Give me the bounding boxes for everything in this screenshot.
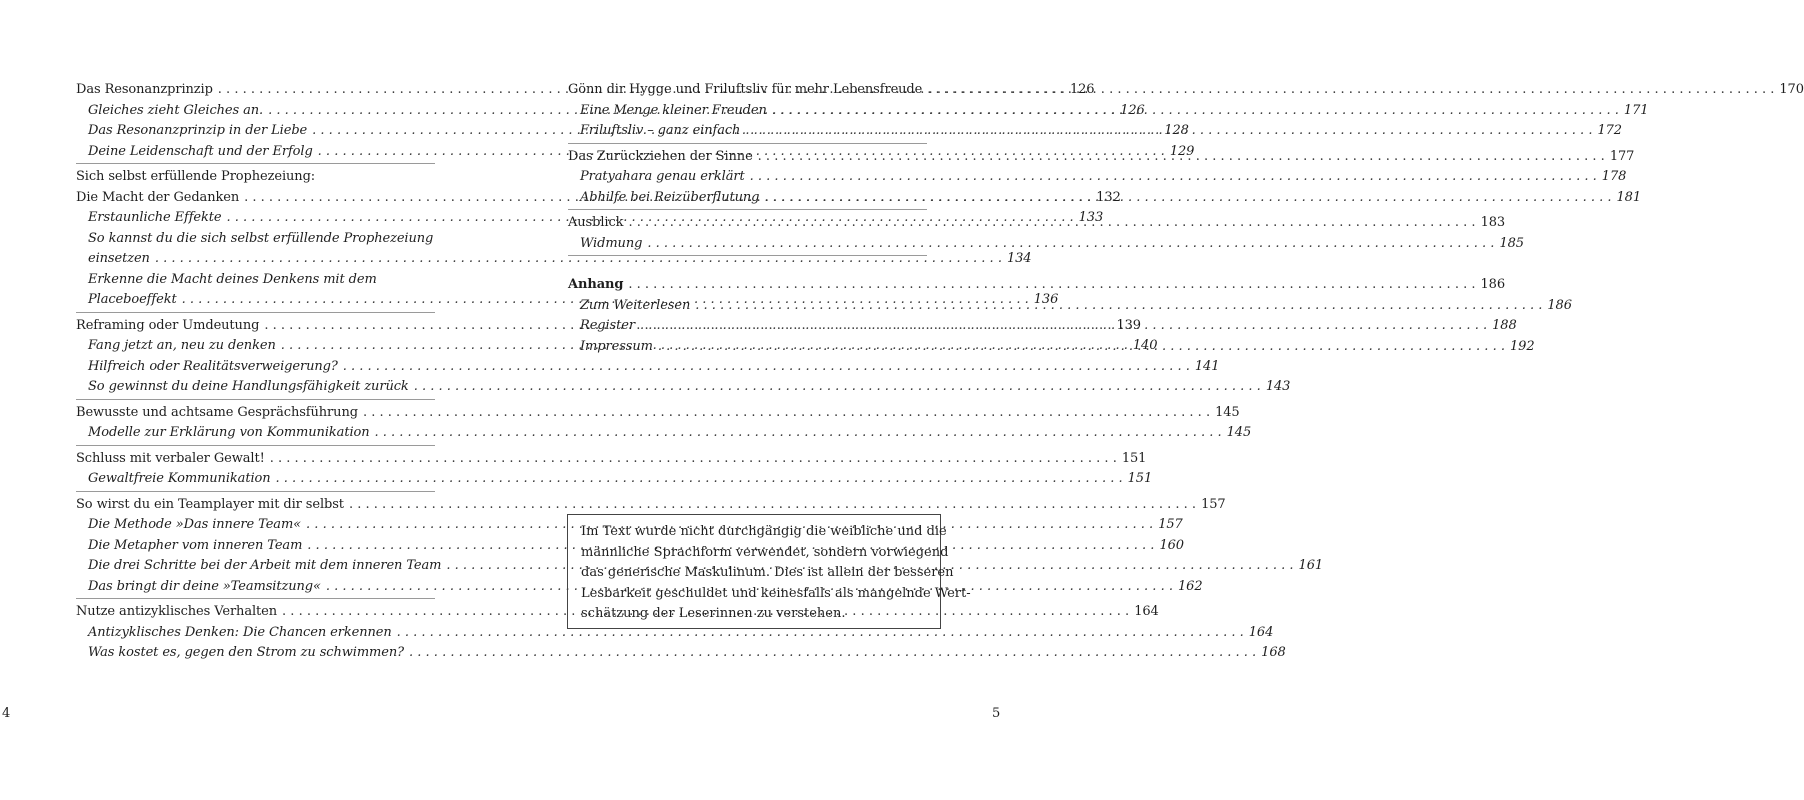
toc-entry-title: Modelle zur Erklärung von Kommunikation (88, 425, 370, 440)
toc-page-number: 168 (1261, 645, 1286, 660)
toc-entry-title: Ausblick (568, 215, 624, 230)
toc-entry-title: Schluss mit verbaler Gewalt! (76, 450, 265, 466)
toc-entry-title: Das Resonanzprinzip (76, 82, 213, 97)
toc-entry-title: einsetzen (88, 251, 150, 266)
dot-leader (635, 316, 1492, 337)
toc-entry-title: Register (580, 318, 635, 333)
toc-entry-title: Widmung (580, 235, 643, 251)
gender-language-notice-box (567, 514, 971, 629)
toc-entry-title: Pratyahara genau erklärt (580, 169, 745, 184)
toc-entry (76, 449, 1147, 470)
toc-page-number: 162 (1177, 578, 1203, 594)
toc-section (76, 446, 1153, 492)
toc-page-number: 164 (1248, 624, 1274, 640)
toc-page-number: 141 (1194, 358, 1220, 374)
toc-entry-title: So wirst du ein Teamplayer mit dir selbst (76, 496, 344, 512)
toc-page-number: 164 (1134, 604, 1159, 619)
toc-subentry-title-line: Erkenne die Macht deines Denkens mit dem (88, 271, 377, 287)
toc-entry-title: Gönn dir Hygge und Friluftsliv für mehr Lebensfreude (568, 82, 923, 97)
toc-entry-title: Nutze antizyklisches Verhalten (76, 604, 278, 619)
toc-page-number: 132 (1096, 189, 1121, 205)
toc-subentry (76, 643, 1286, 664)
toc-entry-title: Das Zurückziehen der Sinne (568, 148, 753, 164)
toc-page-number: 185 (1499, 235, 1524, 251)
toc-page-number: 171 (1623, 102, 1649, 118)
toc-page-number: 188 (1492, 318, 1517, 333)
toc-entry-title: Fang jetzt an, neu zu denken (88, 338, 276, 353)
toc-entry-title: Die Methode »Das innere Team« (88, 517, 302, 532)
notice-text-line: Lesbarkeit geschuldet und keinesfalls als mangelnde Wert- (581, 585, 971, 601)
toc-entry-title: Zum Weiterlesen (580, 297, 691, 313)
toc-entry-title-line: Sich selbst erfüllende Prophezeiung: (76, 169, 316, 184)
toc-entry-title: Placeboeffekt (88, 292, 177, 307)
toc-subentry (568, 234, 1524, 255)
dot-leader (623, 213, 1480, 234)
toc-subentry (568, 167, 1627, 188)
toc-subentry (76, 423, 1252, 444)
toc-page-number: 128 (1164, 123, 1189, 138)
notice-text-line: schätzung der Leserinnen zu verstehen. (581, 606, 846, 621)
toc-entry-title: Impressum (580, 338, 653, 354)
toc-page-number: 181 (1616, 189, 1642, 205)
toc-subentry (76, 249, 1032, 270)
toc-page-number: 126 (1069, 82, 1095, 97)
toc-entry (76, 403, 1240, 424)
toc-page-number: 157 (1158, 517, 1183, 532)
toc-page-number: 192 (1509, 338, 1535, 354)
toc-page-number: 126 (1120, 102, 1145, 118)
toc-page-number: 183 (1480, 215, 1506, 230)
toc-page-number: 186 (1480, 277, 1506, 292)
toc-page-number: 186 (1547, 297, 1572, 313)
page-number-left: 4 (2, 706, 11, 721)
dot-leader (745, 167, 1602, 188)
toc-page-number: 161 (1298, 558, 1324, 573)
toc-entry-title: Abhilfe bei Reizüberflutung (580, 189, 760, 205)
dot-leader (767, 101, 1624, 122)
toc-page-number: 177 (1609, 148, 1635, 164)
toc-entry-title: Was kostet es, gegen den Strom zu schwimmen? (88, 645, 405, 660)
toc-page-number: 136 (1033, 292, 1059, 307)
toc-page-number: 170 (1779, 82, 1804, 97)
dot-leader (759, 188, 1616, 209)
notice-text-line: Im Text wurde nicht durchgängig die weibliche und die (581, 524, 947, 539)
toc-page-number: 139 (1116, 317, 1141, 333)
toc-page-number: 129 (1169, 143, 1195, 159)
toc-entry (568, 275, 1506, 296)
toc-entry-title: Die drei Schritte bei der Arbeit mit dem inneren Team (88, 558, 442, 573)
notice-text-line: männliche Sprachform verwendet, sondern vorwiegend (581, 544, 949, 560)
toc-page-number: 133 (1078, 210, 1104, 225)
notice-text-line: das generische Maskulinum. Dies ist allein der besseren (581, 565, 954, 580)
toc-entry-title: Das Resonanzprinzip in der Liebe (88, 123, 308, 138)
dot-leader (922, 80, 1779, 101)
toc-entry-title: Antizyklisches Denken: Die Chancen erkennen (88, 624, 392, 640)
toc-page-number: 151 (1127, 471, 1153, 486)
toc-subentry-title-line: So kannst du die sich selbst erfüllende Prophezeiung (88, 230, 434, 246)
toc-subentry (76, 469, 1153, 490)
toc-page-number: 140 (1132, 338, 1158, 353)
toc-entry-title: Bewusste und achtsame Gesprächsführung (76, 404, 358, 420)
dot-leader (753, 147, 1610, 168)
toc-entry (76, 495, 1226, 516)
dot-leader (690, 296, 1547, 317)
toc-entry-title: Eine Menge kleiner Freuden (580, 102, 767, 118)
toc-subentry (76, 377, 1291, 398)
toc-page-number: 160 (1159, 537, 1184, 553)
toc-page-number: 151 (1121, 450, 1147, 466)
toc-page-number: 145 (1226, 425, 1252, 440)
toc-page-number: 134 (1006, 251, 1032, 266)
toc-entry-title: Reframing oder Umdeutung (76, 317, 260, 333)
toc-subentry (76, 623, 1274, 644)
page-number-right: 5 (992, 706, 1001, 721)
dot-leader (740, 121, 1597, 142)
toc-entry-title: Die Metapher vom inneren Team (88, 537, 303, 553)
toc-page-number: 143 (1265, 379, 1291, 394)
toc-entry-title: Hilfreich oder Realitätsverweigerung? (88, 358, 338, 374)
toc-entry-title: Deine Leidenschaft und der Erfolg (88, 143, 313, 159)
toc-entry-title: Gleiches zieht Gleiches an. (88, 102, 264, 118)
toc-page-number: 145 (1215, 404, 1240, 420)
dot-leader (653, 337, 1510, 358)
toc-page-number: 157 (1201, 496, 1226, 512)
toc-page-number: 172 (1597, 123, 1622, 138)
dot-leader (642, 234, 1499, 255)
toc-entry-title: Erstaunliche Effekte (88, 210, 222, 225)
toc-page-number: 178 (1601, 169, 1627, 184)
toc-entry-title: Gewaltfreie Kommunikation (88, 471, 271, 486)
toc-section (76, 400, 1252, 446)
toc-entry-title: Anhang (568, 277, 624, 292)
toc-entry-title: Das bringt dir deine »Teamsitzung« (88, 578, 321, 594)
toc-entry-title: So gewinnst du deine Handlungsfähigkeit zurück (88, 379, 409, 394)
toc-entry-title: Friluftsliv – ganz einfach (580, 123, 741, 138)
toc-entry-title: Die Macht der Gedanken (76, 189, 240, 205)
dot-leader (623, 275, 1480, 296)
toc-subentry (76, 357, 1220, 378)
